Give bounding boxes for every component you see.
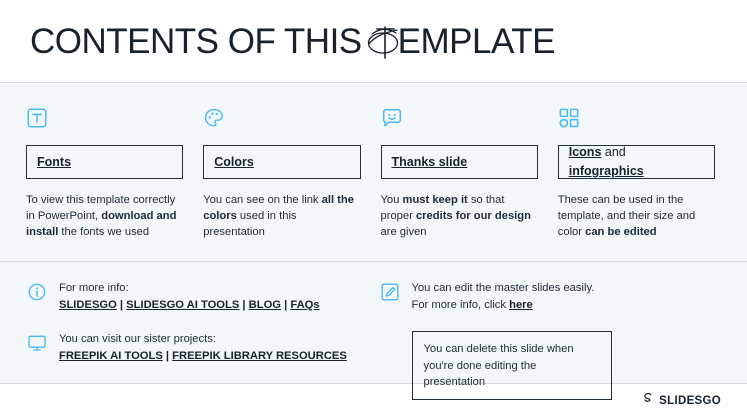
card-description-thanks-slide	[381, 192, 538, 241]
info-circle-icon	[26, 281, 48, 303]
monitor-icon	[26, 332, 48, 354]
text-box-icon	[26, 105, 183, 131]
card-thanks-slide	[381, 105, 544, 241]
desc-part: the fonts we used	[58, 226, 150, 239]
page-title	[30, 22, 717, 62]
smiley-icon	[381, 105, 538, 131]
cards-row	[0, 83, 747, 241]
link-slidesgo[interactable]: SLIDESGO	[59, 298, 117, 311]
card-colors	[203, 105, 366, 241]
card-label: Icons	[568, 145, 602, 160]
desc-part-bold: must keep it	[402, 194, 468, 206]
info-row-master-slides	[379, 280, 722, 314]
desc-part: To view this template correctly in PowerPoint,	[26, 194, 176, 223]
desc-part-bold: all the colors	[203, 194, 354, 223]
link-freepik-ai-tools[interactable]: FREEPIK AI TOOLS	[59, 350, 163, 363]
desc-part-bold: can be edited	[585, 226, 657, 239]
card-label: Fonts	[37, 155, 72, 169]
info-row-sister-projects	[26, 331, 369, 365]
info-text-more-info	[59, 280, 320, 314]
label-stack	[569, 143, 644, 181]
master-slides-line2	[412, 297, 595, 314]
link-separator: |	[162, 350, 173, 363]
info-text-master-slides	[412, 280, 595, 314]
master-slides-line2-prefix: For more info, click	[411, 298, 510, 311]
link-separator: |	[239, 298, 249, 311]
card-description-fonts	[26, 192, 183, 241]
desc-part-bold: download and install	[26, 210, 177, 239]
label-box-thanks-slide	[381, 145, 538, 179]
edit-square-icon	[379, 281, 401, 303]
info-row-more-info	[26, 280, 369, 314]
desc-part-bold: credits for our design	[415, 210, 531, 223]
card-description-colors	[203, 192, 360, 241]
card-label-suffix: and	[601, 145, 626, 160]
info-intro: For more info:	[59, 281, 129, 294]
card-label: Colors	[214, 155, 254, 169]
swirl-t-ornament-icon	[366, 24, 400, 60]
grid-shapes-icon	[558, 105, 715, 131]
title-text-after: EMPLATE	[397, 22, 555, 61]
desc-part: are given	[380, 226, 427, 239]
card-label: Thanks slide	[391, 155, 468, 169]
bottom-area	[0, 262, 747, 400]
title-area	[0, 0, 747, 82]
desc-part: These can be used in the template, and their size and color	[557, 194, 696, 239]
link-group-freepik	[59, 348, 347, 365]
desc-part: used in this presentation	[203, 210, 297, 239]
card-fonts	[26, 105, 189, 241]
link-blog[interactable]: BLOG	[248, 298, 281, 311]
title-text-before: CONTENTS OF THIS	[30, 22, 362, 61]
link-group-slidesgo	[59, 297, 320, 314]
card-label-secondary: infographics	[568, 164, 644, 178]
label-box-icons	[558, 145, 715, 179]
bottom-left-column	[26, 280, 369, 400]
master-slides-line1: You can edit the master slides easily.	[411, 281, 595, 294]
delete-slide-note: You can delete this slide when you're done editing the presentation	[412, 331, 612, 400]
label-box-fonts	[26, 145, 183, 179]
link-separator: |	[116, 298, 127, 311]
bottom-right-column	[379, 280, 722, 400]
desc-part: so that proper	[380, 194, 505, 223]
link-here[interactable]: here	[509, 298, 533, 311]
card-description-icons	[558, 192, 715, 241]
footer-brand-name: SLIDESGO	[659, 394, 721, 407]
link-separator: |	[281, 298, 291, 311]
link-slidesgo-ai-tools[interactable]: SLIDESGO AI TOOLS	[126, 298, 240, 311]
desc-part: You	[380, 194, 403, 206]
card-icons-infographics	[558, 105, 721, 241]
info-text-sister-projects	[59, 331, 347, 365]
desc-part: You can see on the link	[203, 194, 322, 206]
label-box-colors	[203, 145, 360, 179]
link-freepik-library-resources[interactable]: FREEPIK LIBRARY RESOURCES	[172, 350, 347, 363]
palette-icon	[203, 105, 360, 131]
link-faqs[interactable]: FAQs	[290, 298, 320, 311]
info-intro: You can visit our sister projects:	[59, 333, 216, 346]
